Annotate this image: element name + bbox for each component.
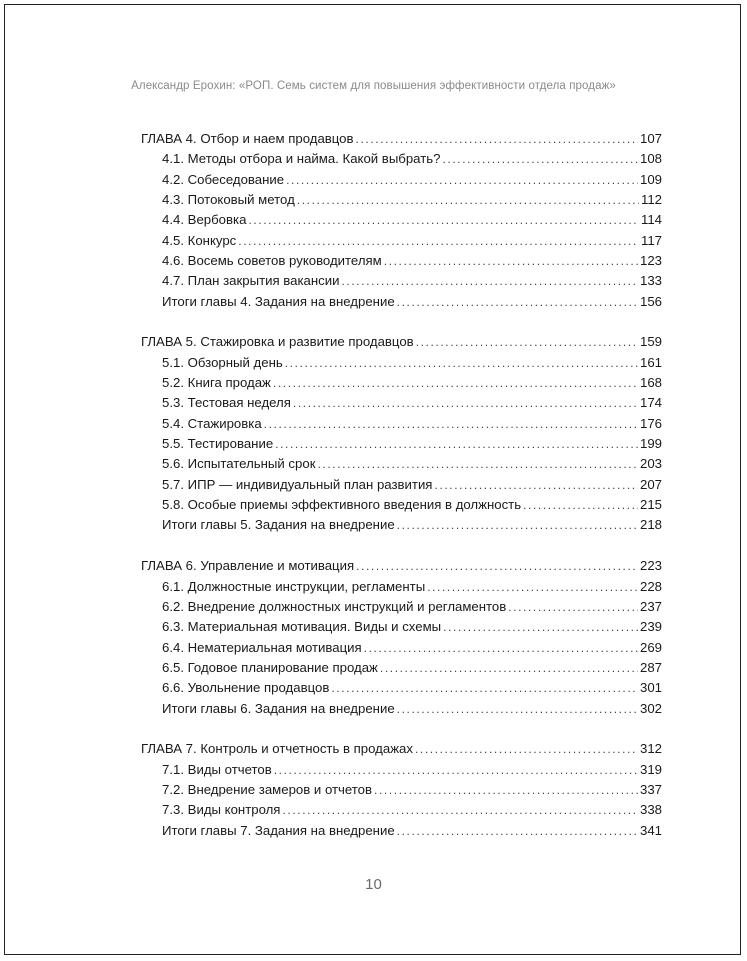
toc-page-number: 301 [639, 680, 662, 696]
toc-entry [141, 821, 662, 841]
toc-entry-title: Итоги главы 6. Задания на внедрение [162, 700, 395, 716]
toc-entry-title: ГЛАВА 7. Контроль и отчетность в продажах [141, 741, 413, 757]
toc-page-number: 302 [639, 700, 662, 716]
toc-entry-title: 6.6. Увольнение продавцов [162, 680, 330, 696]
toc-entry-title: 5.6. Испытательный срок [162, 456, 316, 472]
dot-leader [397, 699, 638, 719]
toc-page-number: 207 [639, 476, 662, 492]
dot-leader [397, 515, 638, 535]
toc-entry-title: 4.5. Конкурс [162, 232, 237, 248]
toc-entry [141, 149, 662, 169]
toc-page-number: 168 [639, 375, 662, 391]
dot-leader [274, 760, 638, 780]
dot-leader [523, 495, 638, 515]
dot-leader [374, 780, 638, 800]
toc-page-number: 203 [639, 456, 662, 472]
toc-entry-title: 4.4. Вербовка [162, 212, 247, 228]
toc-entry [141, 780, 662, 800]
toc-chapter-heading [141, 129, 662, 149]
toc-page-number: 237 [639, 598, 662, 614]
dot-leader [264, 414, 638, 434]
toc-entry-title: 4.7. План закрытия вакансии [162, 273, 340, 289]
toc-page-number: 341 [639, 822, 662, 838]
dot-leader [384, 251, 638, 271]
running-head: Александр Ерохин: «РОП. Семь систем для повышения эффективности отдела продаж» [131, 80, 616, 92]
toc-page-number: 239 [639, 619, 662, 635]
toc-page-number: 337 [639, 782, 662, 798]
toc-chapter-heading [141, 556, 662, 576]
dot-leader [282, 800, 638, 820]
toc-entry-title: 7.1. Виды отчетов [162, 761, 272, 777]
dot-leader [248, 210, 639, 230]
toc-entry [141, 373, 662, 393]
toc-chapter-heading [141, 332, 662, 352]
toc-entry-title: 5.3. Тестовая неделя [162, 395, 291, 411]
toc-page-number: 287 [639, 659, 662, 675]
dot-leader [331, 678, 638, 698]
dot-leader [380, 658, 638, 678]
dot-leader [443, 617, 638, 637]
toc-chapter [141, 739, 662, 841]
page-number: 10 [365, 876, 382, 893]
toc-page-number: 218 [639, 517, 662, 533]
table-of-contents [141, 129, 662, 862]
dot-leader [285, 353, 638, 373]
toc-entry [141, 434, 662, 454]
toc-page-number: 223 [639, 558, 662, 574]
toc-entry [141, 658, 662, 678]
toc-entry-title: 4.2. Собеседование [162, 171, 285, 187]
toc-entry-title: 4.3. Потоковый метод [162, 191, 295, 207]
toc-entry [141, 678, 662, 698]
toc-page-number: 228 [639, 578, 662, 594]
dot-leader [356, 129, 638, 149]
toc-entry-title: 4.1. Методы отбора и найма. Какой выбрать? [162, 151, 441, 167]
toc-entry-title: 5.4. Стажировка [162, 415, 262, 431]
toc-entry-title: Итоги главы 5. Задания на внедрение [162, 517, 395, 533]
toc-entry-title: ГЛАВА 5. Стажировка и развитие продавцов [141, 334, 414, 350]
dot-leader [238, 231, 639, 251]
toc-chapter-heading [141, 739, 662, 759]
toc-entry [141, 210, 662, 230]
toc-entry-title: 5.8. Особые приемы эффективного введения в должность [162, 497, 522, 513]
toc-page-number: 269 [639, 639, 662, 655]
toc-entry-title: 6.1. Должностные инструкции, регламенты [162, 578, 426, 594]
toc-page-number: 159 [639, 334, 662, 350]
toc-entry [141, 292, 662, 312]
dot-leader [415, 739, 638, 759]
toc-entry [141, 251, 662, 271]
toc-page-number: 161 [639, 354, 662, 370]
dot-leader [442, 149, 638, 169]
toc-entry-title: 4.6. Восемь советов руководителям [162, 252, 382, 268]
toc-entry-title: 5.5. Тестирование [162, 436, 274, 452]
toc-entry [141, 190, 662, 210]
dot-leader [508, 597, 638, 617]
toc-entry-title: Итоги главы 4. Задания на внедрение [162, 293, 395, 309]
toc-page-number: 174 [639, 395, 662, 411]
toc-entry-title: 6.3. Материальная мотивация. Виды и схемы [162, 619, 442, 635]
dot-leader [356, 556, 638, 576]
toc-entry [141, 515, 662, 535]
toc-entry [141, 170, 662, 190]
toc-entry-title: 7.3. Виды контроля [162, 802, 281, 818]
toc-page-number: 156 [639, 293, 662, 309]
toc-entry-title: 5.7. ИПР — индивидуальный план развития [162, 476, 433, 492]
toc-page-number: 215 [639, 497, 662, 513]
toc-entry-title: 5.2. Книга продаж [162, 375, 271, 391]
dot-leader [317, 454, 638, 474]
toc-entry [141, 454, 662, 474]
toc-entry [141, 231, 662, 251]
toc-entry-title: ГЛАВА 6. Управление и мотивация [141, 558, 355, 574]
toc-page-number: 108 [639, 151, 662, 167]
toc-page-number: 133 [639, 273, 662, 289]
toc-entry [141, 393, 662, 413]
toc-entry-title: Итоги главы 7. Задания на внедрение [162, 822, 395, 838]
dot-leader [275, 434, 638, 454]
toc-entry [141, 577, 662, 597]
toc-page-number: 199 [639, 436, 662, 452]
toc-page-number: 117 [640, 232, 662, 248]
toc-entry [141, 760, 662, 780]
toc-entry [141, 271, 662, 291]
dot-leader [364, 638, 638, 658]
dot-leader [286, 170, 638, 190]
toc-entry [141, 414, 662, 434]
toc-chapter [141, 332, 662, 535]
toc-entry-title: 6.5. Годовое планирование продаж [162, 659, 378, 675]
toc-page-number: 107 [639, 131, 662, 146]
toc-entry [141, 699, 662, 719]
toc-entry-title: ГЛАВА 4. Отбор и наем продавцов [141, 131, 354, 146]
toc-entry [141, 495, 662, 515]
toc-chapter [141, 129, 662, 312]
dot-leader [273, 373, 638, 393]
dot-leader [427, 577, 638, 597]
dot-leader [416, 332, 638, 352]
toc-entry [141, 597, 662, 617]
toc-page-number: 109 [639, 171, 662, 187]
toc-page-number: 319 [639, 761, 662, 777]
toc-entry-title: 6.2. Внедрение должностных инструкций и регламентов [162, 598, 507, 614]
toc-page-number: 123 [639, 252, 662, 268]
toc-page-number: 114 [640, 212, 662, 228]
dot-leader [297, 190, 639, 210]
toc-page-number: 338 [639, 802, 662, 818]
toc-entry-title: 7.2. Внедрение замеров и отчетов [162, 782, 373, 798]
toc-entry [141, 353, 662, 373]
toc-entry-title: 5.1. Обзорный день [162, 354, 283, 370]
toc-entry [141, 617, 662, 637]
dot-leader [341, 271, 638, 291]
toc-page-number: 312 [639, 741, 662, 757]
toc-entry [141, 638, 662, 658]
toc-page-number: 112 [640, 191, 662, 207]
dot-leader [397, 292, 638, 312]
toc-page-number: 176 [639, 415, 662, 431]
toc-entry [141, 800, 662, 820]
dot-leader [434, 475, 638, 495]
toc-entry [141, 475, 662, 495]
toc-chapter [141, 556, 662, 719]
dot-leader [293, 393, 638, 413]
toc-entry-title: 6.4. Нематериальная мотивация [162, 639, 362, 655]
dot-leader [397, 821, 638, 841]
